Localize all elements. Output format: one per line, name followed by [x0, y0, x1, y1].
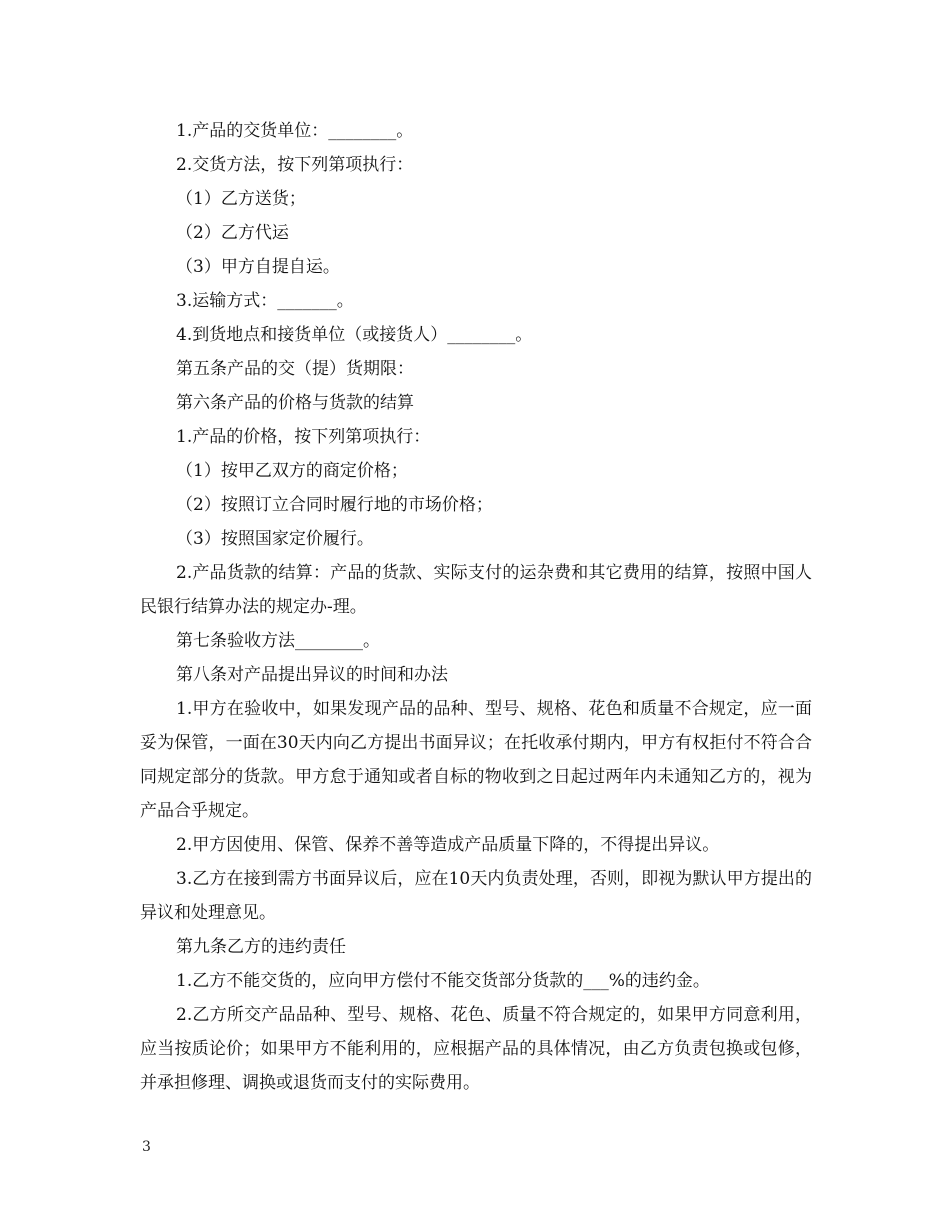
paragraph-22: 2.乙方所交产品品种、型号、规格、花色、质量不符合规定的，如果甲方同意利用，应当按质论价；如果甲方不能利用的，应根据产品的具体情况，由乙方负责包换或包修，并承担修理、调换或退货而支付的实际费用。 — [140, 1005, 812, 1093]
page-number: 3 — [142, 1139, 151, 1155]
paragraph-5: （3）甲方自提自运。 — [176, 257, 340, 277]
paragraph-19: 3.乙方在接到需方书面异议后，应在10天内负责处理，否则，即视为默认甲方提出的异议和处理意见。 — [140, 869, 812, 923]
paragraph-17: 1.甲方在验收中，如果发现产品的品种、型号、规格、花色和质量不合规定，应一面妥为保管，一面在30天内向乙方提出书面异议；在托收承付期内，甲方有权拒付不符合合同规定部分的货款。甲方怠于通知或者自标的物收到之日起过两年内未通知乙方的，视为产品合乎规定。 — [140, 699, 812, 821]
paragraph-11: （1）按甲乙双方的商定价格； — [176, 461, 408, 481]
paragraph-1: 1.产品的交货单位：________。 — [176, 121, 414, 141]
paragraph-12: （2）按照订立合同时履行地的市场价格； — [176, 495, 493, 515]
paragraph-14: 2.产品货款的结算：产品的货款、实际支付的运杂费和其它费用的结算，按照中国人民银行结算办法的规定办-理。 — [140, 563, 812, 617]
article-8-heading: 第八条对产品提出异议的时间和办法 — [176, 665, 448, 685]
document-body — [140, 114, 812, 1100]
paragraph-13: （3）按照国家定价履行。 — [176, 529, 374, 549]
article-9-heading: 第九条乙方的违约责任 — [176, 937, 346, 957]
article-6-heading: 第六条产品的价格与货款的结算 — [176, 393, 414, 413]
paragraph-10: 1.产品的价格，按下列第项执行： — [176, 427, 431, 447]
paragraph-2: 2.交货方法，按下列第项执行： — [176, 155, 414, 175]
paragraph-21: 1.乙方不能交货的，应向甲方偿付不能交货部分货款的___%的违约金。 — [176, 971, 710, 991]
article-5-heading: 第五条产品的交（提）货期限： — [176, 359, 414, 379]
paragraph-4: （2）乙方代运 — [176, 223, 289, 243]
paragraph-7: 4.到货地点和接货单位（或接货人）________。 — [176, 325, 533, 345]
paragraph-3: （1）乙方送货； — [176, 189, 306, 209]
article-7-heading: 第七条验收方法________。 — [176, 631, 380, 651]
paragraph-6: 3.运输方式：_______。 — [176, 291, 354, 311]
paragraph-18: 2.甲方因使用、保管、保养不善等造成产品质量下降的，不得提出异议。 — [176, 835, 720, 855]
